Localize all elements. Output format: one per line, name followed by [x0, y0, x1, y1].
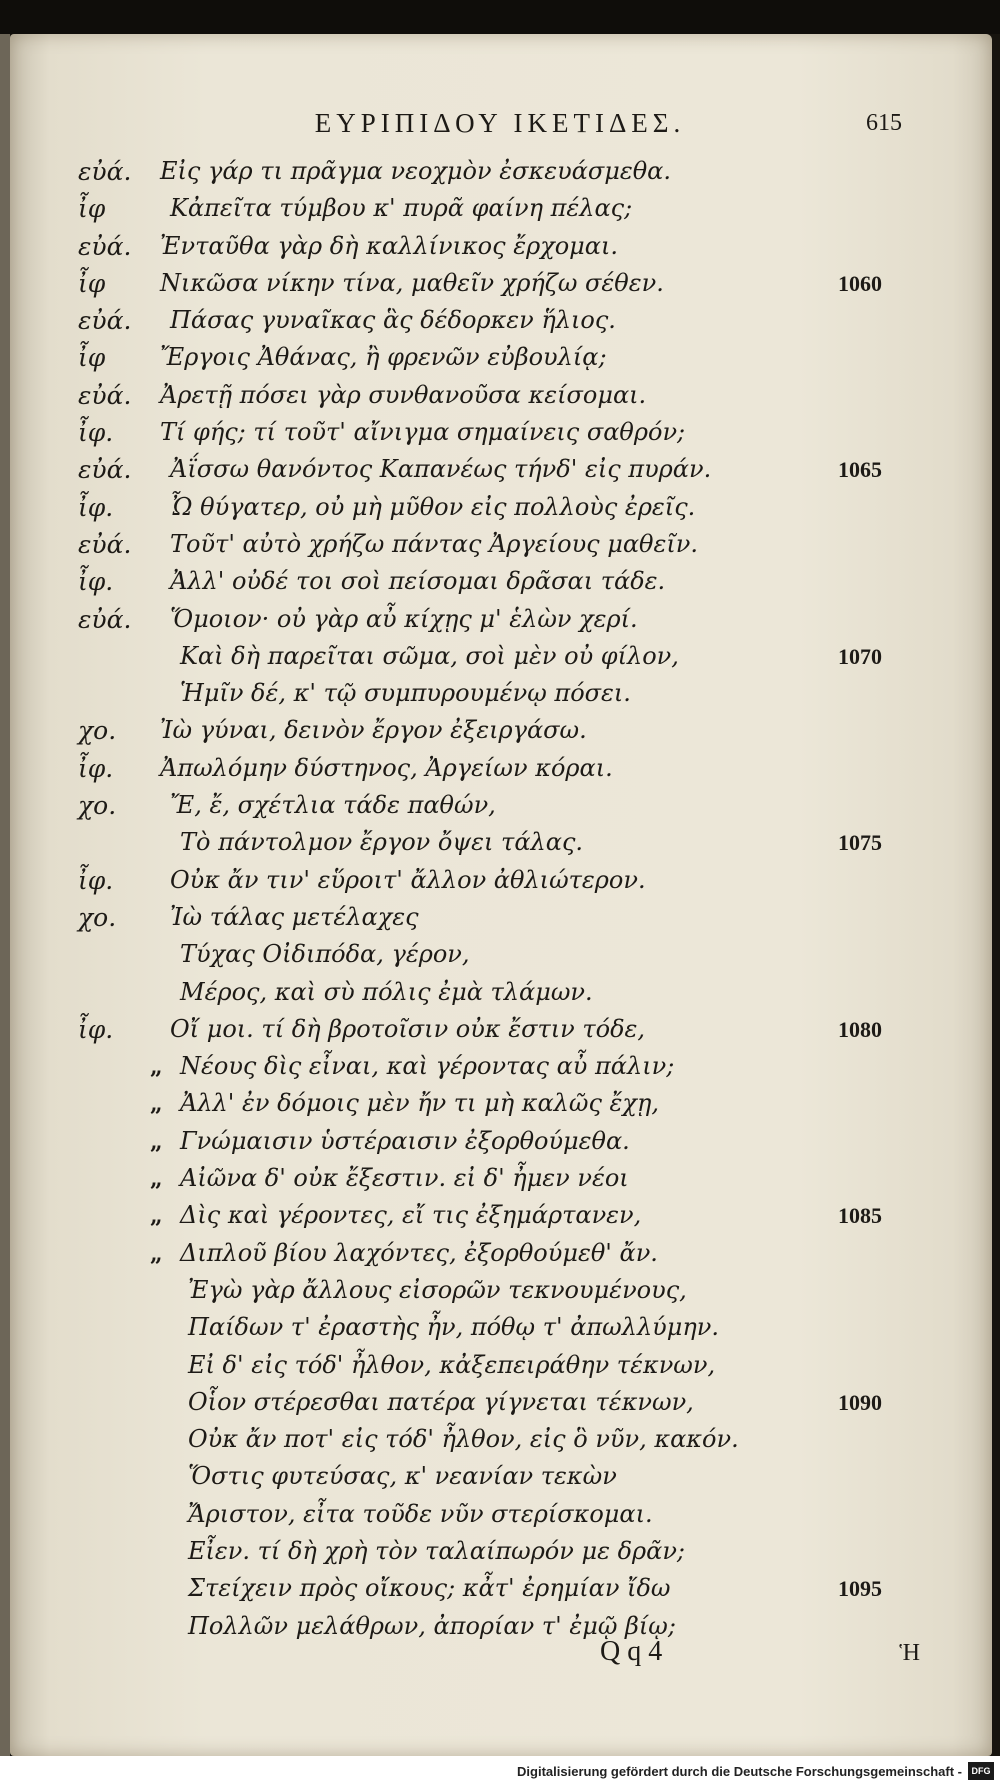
verse-line	[10, 190, 992, 227]
gnomic-quote-mark: „	[150, 1203, 163, 1230]
verse-text: Εἰς γάρ τι πρᾶγμα νεοχμὸν ἐσκευάσμεθα.	[160, 157, 672, 185]
speaker-label: χο.	[78, 902, 117, 932]
verse-text: Γνώμαισιν ὑστέραισιν ἐξορθούμεθα.	[180, 1126, 630, 1155]
verse-text: Νικῶσα νίκην τίνα, μαθεῖν χρήζω σέθεν.	[160, 268, 664, 297]
verse-line	[10, 1011, 992, 1048]
running-header	[10, 100, 992, 150]
verse-line	[10, 824, 992, 861]
verse-text: Ἐνταῦθα γὰρ δὴ καλλίνικος ἔρχομαι.	[160, 231, 619, 260]
verse-text: Τὸ πάντολμον ἔργον ὄψει τάλας.	[180, 828, 584, 857]
verse-line	[10, 750, 992, 787]
verse-text: Ἀΐσσω θανόντος Καπανέως τήνδ' εἰς πυράν.	[170, 455, 712, 484]
speaker-label: ἶφ.	[78, 865, 114, 895]
verse-line	[10, 377, 992, 414]
verse-text: Οὐκ ἄν τιν' εὕροιτ' ἄλλον ἀθλιώτερον.	[170, 865, 646, 894]
speaker-label: ἶφ.	[78, 492, 114, 522]
verse-text: Καὶ δὴ παρεῖται σῶμα, σοὶ μὲν οὐ φίλον,	[180, 641, 679, 670]
verse-text: Δὶς καὶ γέροντες, εἴ τις ἐξημάρτανεν,	[180, 1201, 642, 1230]
verse-text: Κἀπεῖτα τύμβου κ' πυρᾶ φαίνη πέλας;	[170, 194, 633, 223]
verse-text: Τί φής; τί τοῦτ' αἴνιγμα σημαίνεις σαθρόν;	[160, 418, 686, 447]
verse-text: Εἶεν. τί δὴ χρὴ τὸν ταλαίπωρόν με δρᾶν;	[188, 1536, 686, 1565]
gnomic-quote-mark: „	[150, 1091, 163, 1118]
verse-text: Ἐγὼ γὰρ ἄλλους εἰσορῶν τεκνουμένους,	[188, 1275, 687, 1304]
verse-text: Διπλοῦ βίου λαχόντες, ἐξορθούμεθ' ἄν.	[180, 1238, 658, 1267]
verse-text: Τύχας Οἰδιπόδα, γέρον,	[180, 940, 470, 969]
verse-line	[10, 339, 992, 376]
verse-line	[10, 712, 992, 749]
line-number: 1095	[838, 1576, 882, 1602]
verse-text: Ἄριστον, εἶτα τοῦδε νῦν στερίσκομαι.	[188, 1499, 653, 1528]
verse-line	[10, 862, 992, 899]
verse-line	[10, 1048, 992, 1085]
verse-line	[10, 787, 992, 824]
line-number: 1060	[838, 270, 882, 296]
verse-text: Εἰ δ' εἰς τόδ' ἦλθον, κἀξεπειράθην τέκνων,	[188, 1350, 716, 1379]
catchword: Ἡ	[899, 1640, 920, 1666]
speaker-label: ἶφ	[78, 194, 106, 224]
verse-text: Μέρος, καὶ σὺ πόλις ἐμὰ τλάμων.	[180, 977, 593, 1006]
verse-line	[10, 936, 992, 973]
verse-line	[10, 899, 992, 936]
verse-text: Παίδων τ' ἐραστὴς ἦν, πόθῳ τ' ἀπωλλύμην.	[188, 1313, 719, 1342]
speaker-label: εὐά.	[78, 306, 132, 336]
signature-mark: Q q 4	[600, 1636, 663, 1667]
verse-line	[10, 1496, 992, 1533]
verse-text: Ἰὼ γύναι, δεινὸν ἔργον ἐξειργάσω.	[160, 716, 587, 745]
line-number: 1070	[838, 643, 882, 669]
verse-line	[10, 675, 992, 712]
verse-line	[10, 153, 992, 190]
verse-text: Ὦ θύγατερ, οὐ μὴ μῦθον εἰς πολλοὺς ἐρεῖς.	[170, 492, 696, 521]
verse-text: Αἰῶνα δ' οὐκ ἔξεστιν. εἰ δ' ἦμεν νέοι	[180, 1164, 629, 1193]
top-border	[0, 0, 1000, 34]
verse-line	[10, 638, 992, 675]
verse-line	[10, 526, 992, 563]
verse-line	[10, 1533, 992, 1570]
verse-text: Ἡμῖν δέ, κ' τῷ συμπυρουμένῳ πόσει.	[180, 679, 631, 708]
verse-text: Τοῦτ' αὐτὸ χρήζω πάντας Ἀργείους μαθεῖν.	[170, 529, 699, 558]
page-footer	[10, 1636, 992, 1676]
credit-bar	[0, 1756, 1000, 1790]
line-number: 1090	[838, 1389, 882, 1415]
speaker-label: εὐά.	[78, 455, 132, 485]
speaker-label: εὐά.	[78, 231, 132, 261]
verse-line	[10, 563, 992, 600]
verse-line	[10, 1570, 992, 1607]
speaker-label: εὐά.	[78, 529, 132, 559]
speaker-label: εὐά.	[78, 380, 132, 410]
speaker-label: χο.	[78, 716, 117, 746]
verse-text: Οὐκ ἄν ποτ' εἰς τόδ' ἦλθον, εἰς ὃ νῦν, κακόν.	[188, 1425, 739, 1454]
gnomic-quote-mark: „	[150, 1128, 163, 1155]
verse-line	[10, 228, 992, 265]
speaker-label: εὐά.	[78, 157, 132, 186]
verse-line	[10, 1160, 992, 1197]
line-number: 1080	[838, 1016, 882, 1042]
line-number: 1085	[838, 1203, 882, 1229]
speaker-label: χο.	[78, 791, 117, 821]
speaker-label: εὐά.	[78, 604, 132, 634]
credit-text: Digitalisierung gefördert durch die Deutsche Forschungsgemeinschaft -	[517, 1764, 962, 1779]
speaker-label: ἶφ.	[78, 567, 114, 597]
line-number: 1065	[838, 457, 882, 483]
verse-line	[10, 1235, 992, 1272]
book-page	[10, 34, 992, 1756]
gnomic-quote-mark: „	[150, 1240, 163, 1267]
verse-text: Ὅστις φυτεύσας, κ' νεανίαν τεκὼν	[188, 1462, 617, 1491]
verse-text: Πολλῶν μελάθρων, ἀπορίαν τ' ἐμῷ βίῳ;	[188, 1611, 676, 1640]
verse-line	[10, 1347, 992, 1384]
verse-line	[10, 451, 992, 488]
gnomic-quote-mark: „	[150, 1054, 163, 1081]
verse-line	[10, 1421, 992, 1458]
speaker-label: ἶφ.	[78, 418, 114, 448]
verse-text: Ἔργοις Ἀθάνας, ἢ φρενῶν εὐβουλίᾳ;	[160, 343, 607, 372]
verse-line	[10, 1309, 992, 1346]
speaker-label: ἶφ.	[78, 753, 114, 783]
line-number: 1075	[838, 830, 882, 856]
verse-line	[10, 302, 992, 339]
verse-text: Οἴ μοι. τί δὴ βροτοῖσιν οὐκ ἔστιν τόδε,	[170, 1014, 646, 1043]
speaker-label: ἶφ.	[78, 1014, 114, 1044]
verse-line	[10, 1085, 992, 1122]
dfg-logo: DFG	[968, 1762, 994, 1780]
running-title: ΕΥΡΙΠΙΔΟΥ ΙΚΕΤΙΔΕΣ.	[314, 108, 686, 138]
verse-line	[10, 265, 992, 302]
verse-text: Νέους δὶς εἶναι, καὶ γέροντας αὖ πάλιν;	[180, 1052, 675, 1081]
verse-line	[10, 489, 992, 526]
verse-text: Ἀλλ' ἐν δόμοις μὲν ἤν τι μὴ καλῶς ἔχῃ,	[180, 1089, 659, 1118]
verse-block	[10, 153, 992, 1645]
verse-line	[10, 1384, 992, 1421]
verse-text: Ὅμοιον· οὐ γὰρ αὖ κίχῃς μ' ἑλὼν χερί.	[170, 604, 638, 633]
verse-text: Ἰὼ τάλας μετέλαχες	[170, 902, 419, 931]
verse-line	[10, 601, 992, 638]
speaker-label: ἶφ	[78, 343, 106, 373]
speaker-label: ἶφ	[78, 268, 106, 298]
verse-line	[10, 1123, 992, 1160]
verse-text: Ἔ, ἔ, σχέτλια τάδε παθών,	[170, 791, 496, 820]
verse-line	[10, 1272, 992, 1309]
page-number: 615	[866, 110, 902, 136]
verse-line	[10, 1458, 992, 1495]
verse-text: Πάσας γυναῖκας ἃς δέδορκεν ἥλιος.	[170, 306, 616, 335]
verse-text: Οἷον στέρεσθαι πατέρα γίγνεται τέκνων,	[188, 1387, 694, 1416]
verse-line	[10, 414, 992, 451]
verse-line	[10, 1197, 992, 1234]
verse-text: Στείχειν πρὸς οἴκους; κἆτ' ἐρημίαν ἴδω	[188, 1574, 671, 1603]
verse-text: Ἀρετῇ πόσει γὰρ συνθανοῦσα κείσομαι.	[160, 380, 647, 409]
gnomic-quote-mark: „	[150, 1166, 163, 1193]
page-edge	[0, 34, 10, 1756]
verse-text: Ἀπωλόμην δύστηνος, Ἀργείων κόραι.	[160, 753, 613, 782]
verse-line	[10, 974, 992, 1011]
verse-text: Ἀλλ' οὐδέ τοι σοὶ πείσομαι δρᾶσαι τάδε.	[170, 567, 666, 596]
